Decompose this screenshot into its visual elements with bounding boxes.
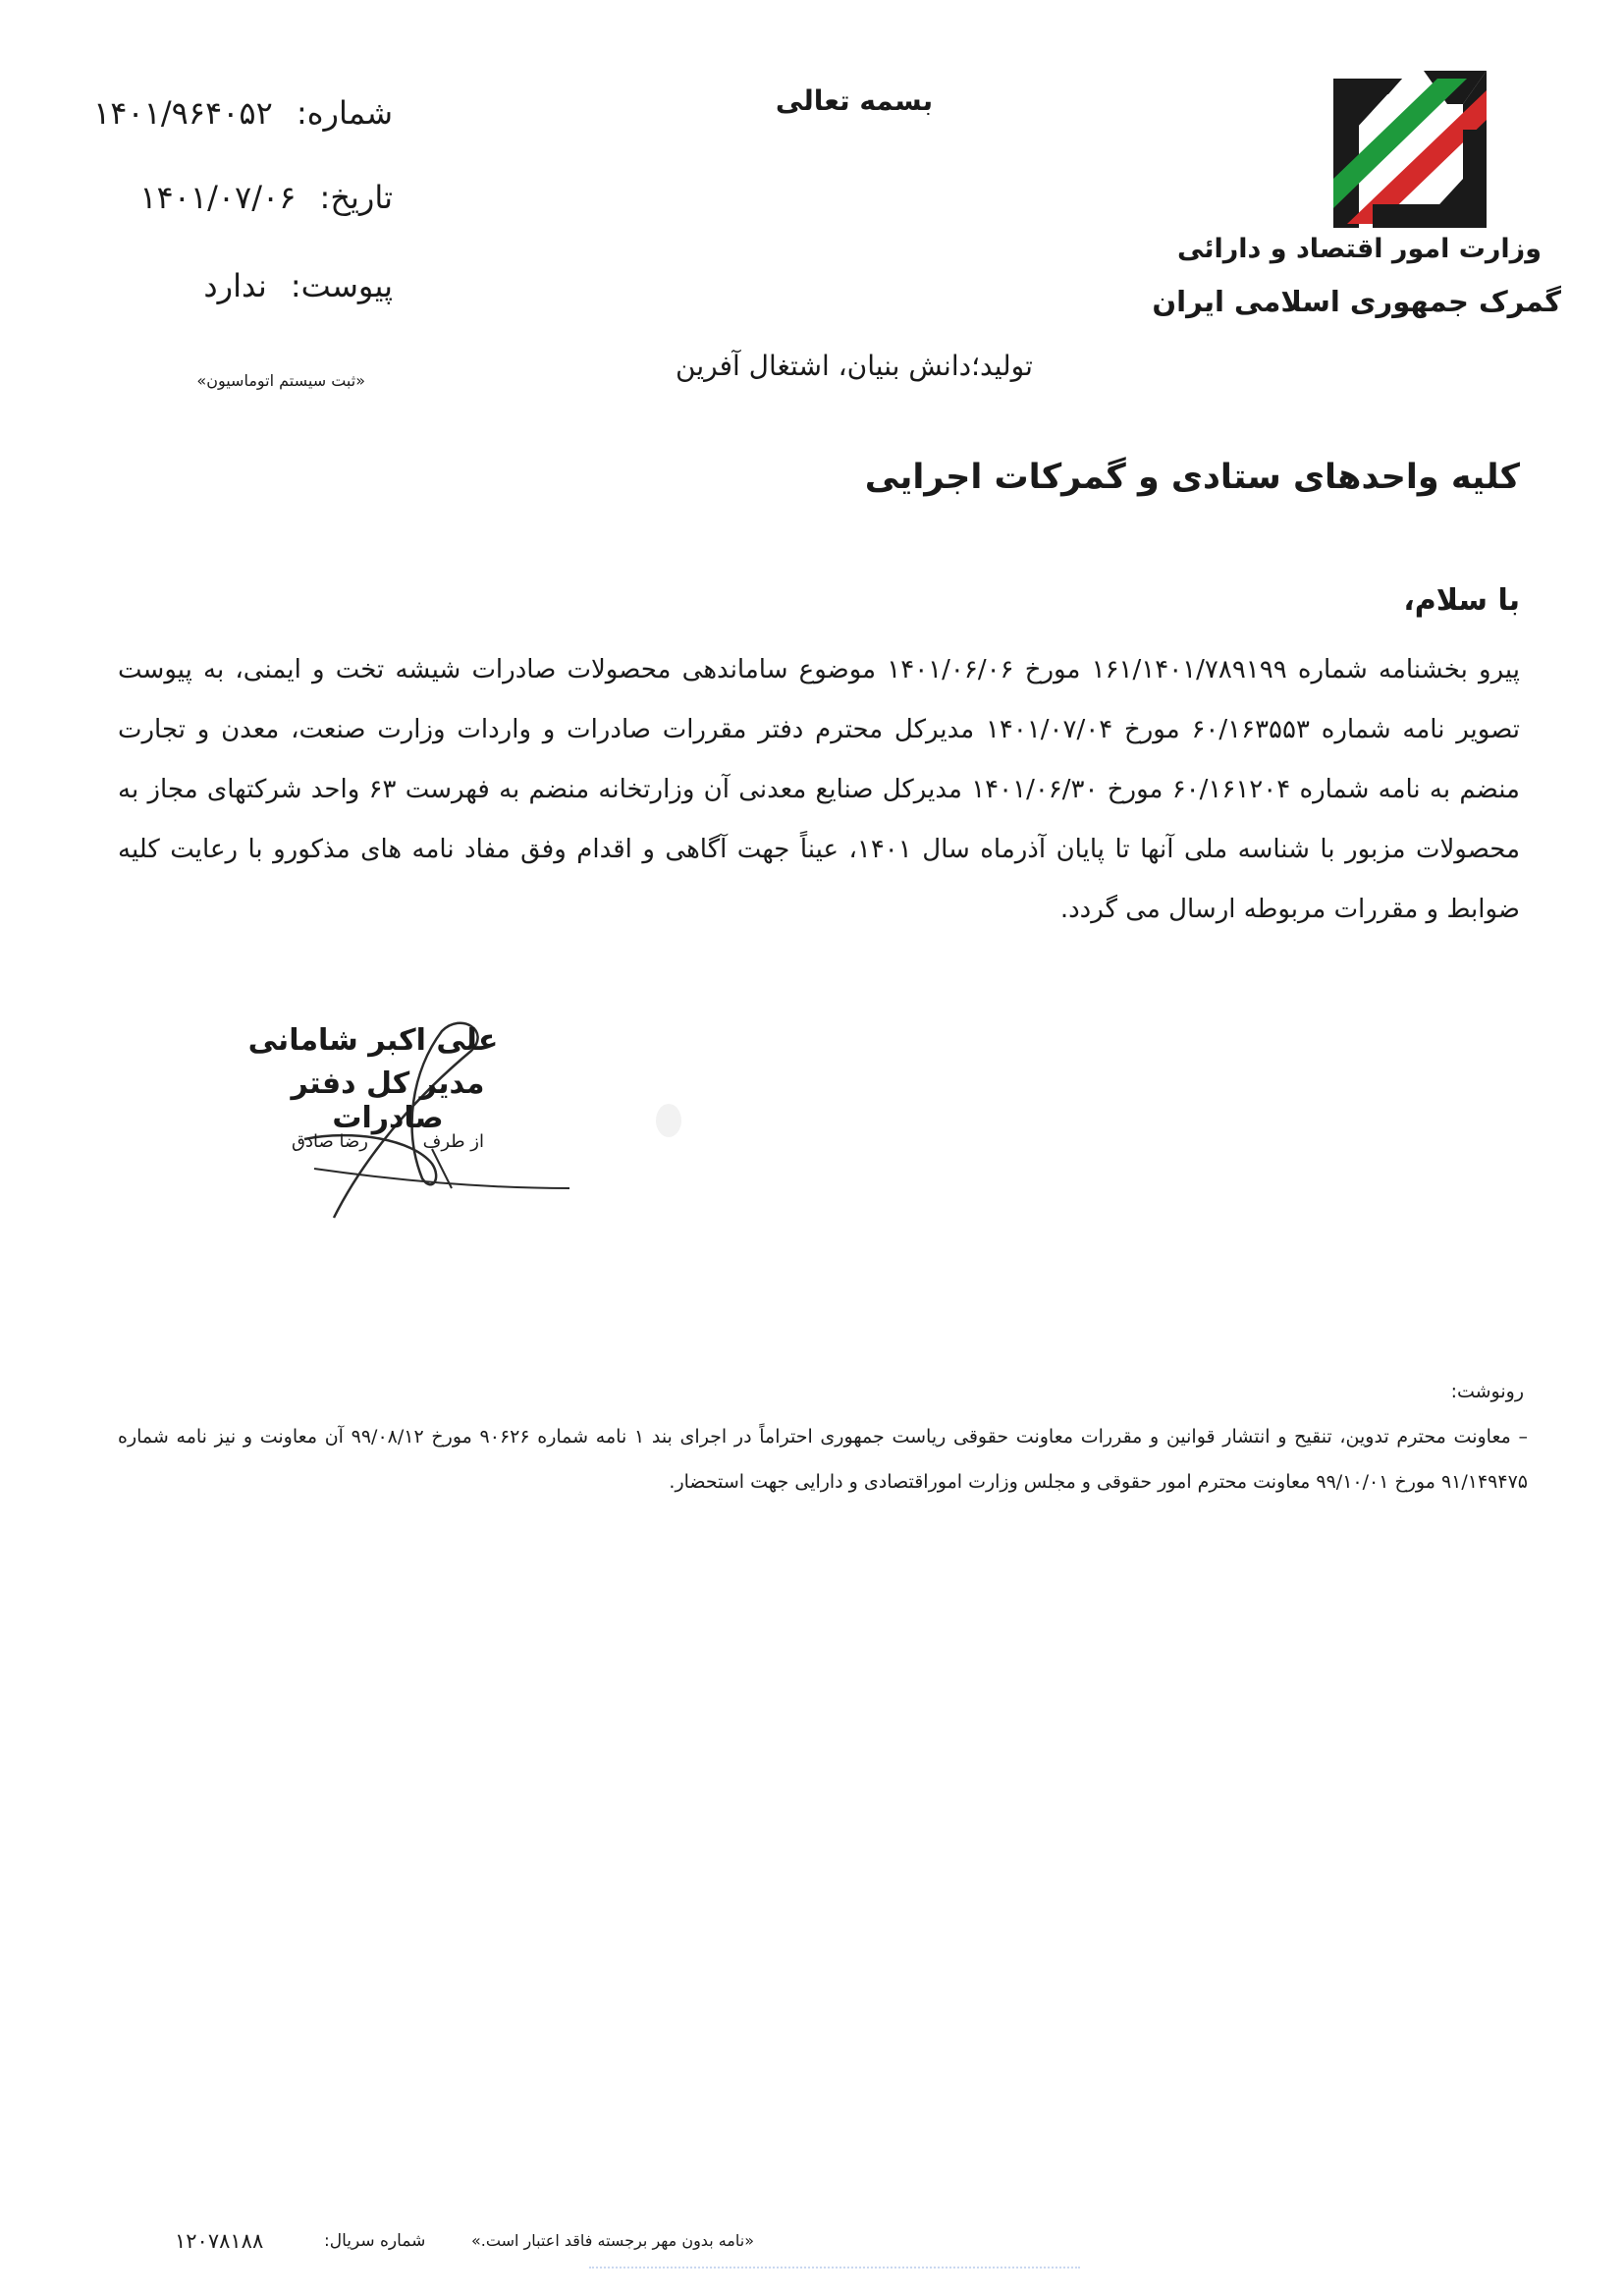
ministry-name: وزارت امور اقتصاد و دارائی: [1177, 234, 1542, 264]
on-behalf-name: رضا صادق: [291, 1131, 368, 1152]
validity-note: «نامه بدون مهر برجسته فاقد اعتبار است.»: [471, 2231, 754, 2250]
customs-name: گمرک جمهوری اسلامی ایران: [1152, 285, 1561, 318]
letter-body: پیرو بخشنامه شماره ۱۶۱/۱۴۰۱/۷۸۹۱۹۹ مورخ ۱۴۰۱/۰۶/۰۶ موضوع ساماندهی محصولات صادرات شیشه تخت و ایمنی، به پیوست تصویر نامه شماره ۶۰/۱۶۳۵۵۳ مورخ ۱۴۰۱/۰۷/۰۴ مدیرکل محترم دفتر مقررات صادرات و واردات وزارت صنعت، معدن و تجارت منضم به نامه شماره ۶۰/۱۶۱۲۰۴ مورخ ۱۴۰۱/۰۶/۳۰ مدیرکل صنایع معدنی آن وزارتخانه منضم به فهرست ۶۳ واحد شرکتهای مجاز به محصولات مزبور با شناسه ملی آنها تا پایان آذرماه سال ۱۴۰۱، عیناً جهت آگاهی و اقدام وفق مفاد نامه های مذکورو با رعایت کلیه ضوابط و مقررات مربوطه ارسال می گردد.: [118, 655, 1521, 924]
serial-number-label: شماره سریال:: [324, 2231, 426, 2251]
serial-number-value: ۱۲۰۷۸۱۸۸: [175, 2229, 264, 2253]
on-behalf-label: از طرف: [422, 1131, 484, 1152]
cc-text: – معاونت محترم تدوین، تنقیح و انتشار قوانین و مقررات معاونت حقوقی ریاست جمهوری احتراماً در اجرای بند ۱ نامه شماره ۹۰۶۲۶ مورخ ۹۹/۰۸/۱۲ آن معاونت و نیز نامه شماره ۹۱/۱۴۹۴۷۵ مورخ ۹۹/۱۰/۰۱ معاونت محترم امور حقوقی و مجلس وزارت اموراقتصادی و دارایی جهت استحضار.: [118, 1426, 1529, 1493]
letter-attachment-row: [203, 267, 393, 304]
cc-label: رونوشت:: [1450, 1381, 1524, 1402]
addressee: کلیه واحدهای ستادی و گمرکات اجرایی: [864, 458, 1520, 497]
footer-dotted-line: [589, 2267, 1080, 2272]
signatory-name: علی اکبر شامانی: [247, 1023, 499, 1058]
letter-number-value: ۱۴۰۱/۹۶۴۰۵۲: [93, 94, 273, 132]
letter-attachment-label: پیوست:: [290, 267, 393, 304]
paper-smudge: [656, 1104, 681, 1137]
signatory-title: مدیر کل دفتر صادرات: [291, 1066, 485, 1135]
letter-number-label: شماره:: [296, 94, 393, 132]
letter-date-label: تاریخ:: [319, 179, 393, 216]
letter-date-row: [139, 179, 393, 216]
slogan: تولید؛دانش بنیان، اشتغال آفرین: [676, 350, 1033, 382]
customs-logo-icon: [1333, 71, 1487, 228]
letter-attachment-value: ندارد: [203, 267, 267, 304]
letter-date-value: ۱۴۰۱/۰۷/۰۶: [139, 179, 297, 216]
basmala: بسمه تعالی: [775, 84, 934, 117]
greeting: با سلام،: [1403, 583, 1520, 618]
on-behalf-line: [285, 1131, 491, 1152]
auto-registration-note: «ثبت سیستم اتوماسیون»: [196, 371, 365, 390]
letter-number-row: [93, 94, 393, 132]
